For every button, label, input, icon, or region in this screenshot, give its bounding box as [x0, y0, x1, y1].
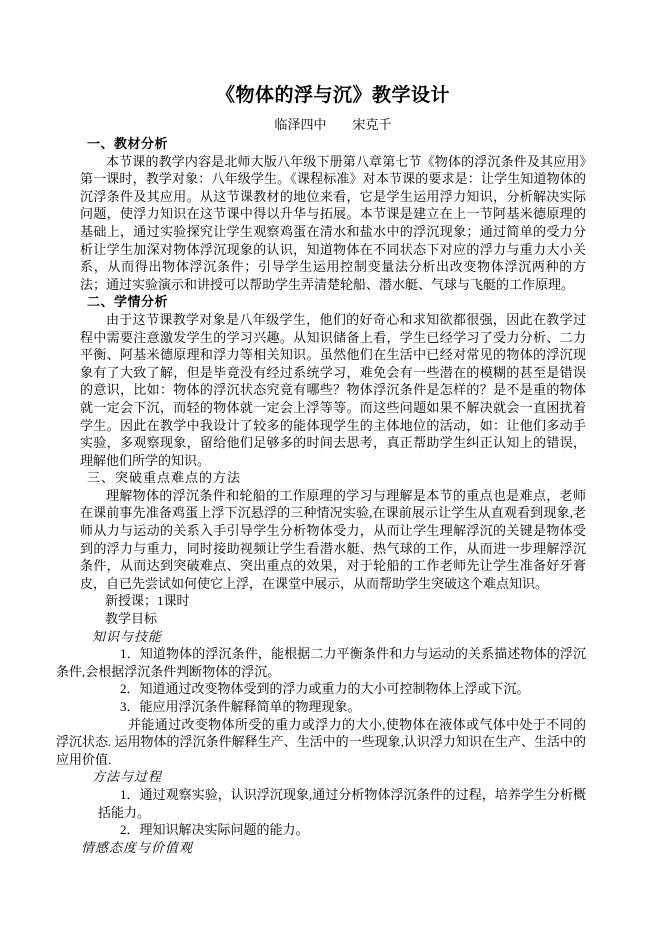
byline: [80, 116, 586, 133]
methods-process-item-2: 2．理知识解决实际问题的能力。: [120, 822, 309, 838]
knowledge-skills-item-1: 1．知道物体的浮沉条件，能根据二力平衡条件和力与运动的关系描述物体的浮沉条件,会根据浮沉条件判断物体的浮沉。: [56, 646, 586, 679]
section-body-material-analysis: 本节课的教学内容是北师大版八年级下册第八章第七节《物体的浮沉条件及其应用》第一课时，教学对象：八年级学生。《课程标准》对本节课的要求是：让学生知道物体的沉浮条件及其应用。从这节课教材的地位来看，它是学生运用浮力知识，分析解决实际问题，使浮力知识在这节课中得以升华与拓展。本节课是建立在上一节阿基米德原理的基础上，通过实验探究让学生观察鸡蛋在清水和盐水中的浮沉现象；通过简单的受力分析让学生加深对物体浮沉现象的认识，知道物体在不同状态下对应的浮力与重力大小关系，从而得出物体浮沉条件；引导学生运用控制变量法分析出改变物体浮沉两种的方法；通过实验演示和讲授可以帮助学生弄清楚轮船、潜水艇、气球与飞艇的工作原理。: [80, 153, 586, 292]
affective-attitude-heading: 情感态度与价值观: [81, 839, 194, 855]
section-heading-breakthrough-methods: 三、突破重点难点的方法: [87, 470, 242, 486]
knowledge-skills-item-3: 3．能应用浮沉条件解释简单的物理现象。: [120, 699, 361, 714]
document-title: 《物体的浮与沉》教学设计: [215, 85, 450, 106]
methods-process-item-1: 1．通过观察实验，认识浮沉现象,通过分析物体浮沉条件的过程，培养学生分析概括能力。: [98, 786, 586, 820]
knowledge-skills-note: 并能通过改变物体所受的重力或浮力的大小,使物体在液体或气体中处于不同的浮沉状态. 运用物体的浮沉条件解释生产、生活中的一些现象,认识浮力知识在生产、生活中的应用价值.: [56, 716, 586, 767]
byline-author: 宋克千: [352, 117, 392, 132]
section-body-learner-analysis: 由于这节课教学对象是八年级学生，他们的好奇心和求知欲都很强，因此在教学过程中需要注意激发学生的学习兴趣。从知识储备上看，学生已经学习了受力分析、二力平衡、阿基米德原理和浮力等相关知识。虽然他们在生活中已经对常见的物体的浮沉现象有了大致了解，但是毕竟没有经过系统学习，难免会有一些潜在的模糊的甚至是错误的意识，比如：物体的浮沉状态究竟有哪些？物体浮沉条件是怎样的？是不是重的物体就一定会下沉，而轻的物体就一定会上浮等等。而这些问题如果不解决就会一直困扰着学生。因此在教学中我设计了较多的能体现学生的主体地位的活动，如：让他们多动手实验，多观察现象，留给他们足够多的时间去思考，真正帮助学生纠正认知上的错误，理解他们所学的知识。: [80, 311, 586, 468]
knowledge-skills-item-2: 2．知道通过改变物体受到的浮力或重力的大小可控制物体上浮或下沉。: [120, 681, 530, 697]
section-heading-learner-analysis: 二、学情分析: [87, 294, 169, 310]
objectives-heading: 教学目标: [105, 611, 158, 627]
knowledge-skills-heading: 知识与技能: [92, 628, 163, 644]
lesson-type-line: 新授课；1课时: [105, 593, 190, 609]
section-heading-material-analysis: 一、教材分析: [87, 136, 169, 151]
methods-process-heading: 方法与过程: [92, 769, 163, 785]
section-body-breakthrough-methods: 理解物体的浮沉条件和轮船的工作原理的学习与理解是本节的重点也是难点，老师在课前事先准备鸡蛋上浮下沉悬浮的三种情况实验,在课前展示让学生从直观看到现象,老师从力与运动的关系入手引导学生分析物体受力，从而让学生理解浮沉的关键是物体受到的浮力与重力，同时接助视频让学生看潜水艇、热气球的工作，从而进一步理解浮沉条件，从而达到突破难点、突出重点的效果，对于轮船的工作老师先让学生准备好牙膏皮，自已先尝试如何使它上浮，在课堂中展示，从而帮助学生突破这个难点知识。: [80, 487, 586, 591]
byline-school: 临泽四中: [274, 117, 327, 132]
